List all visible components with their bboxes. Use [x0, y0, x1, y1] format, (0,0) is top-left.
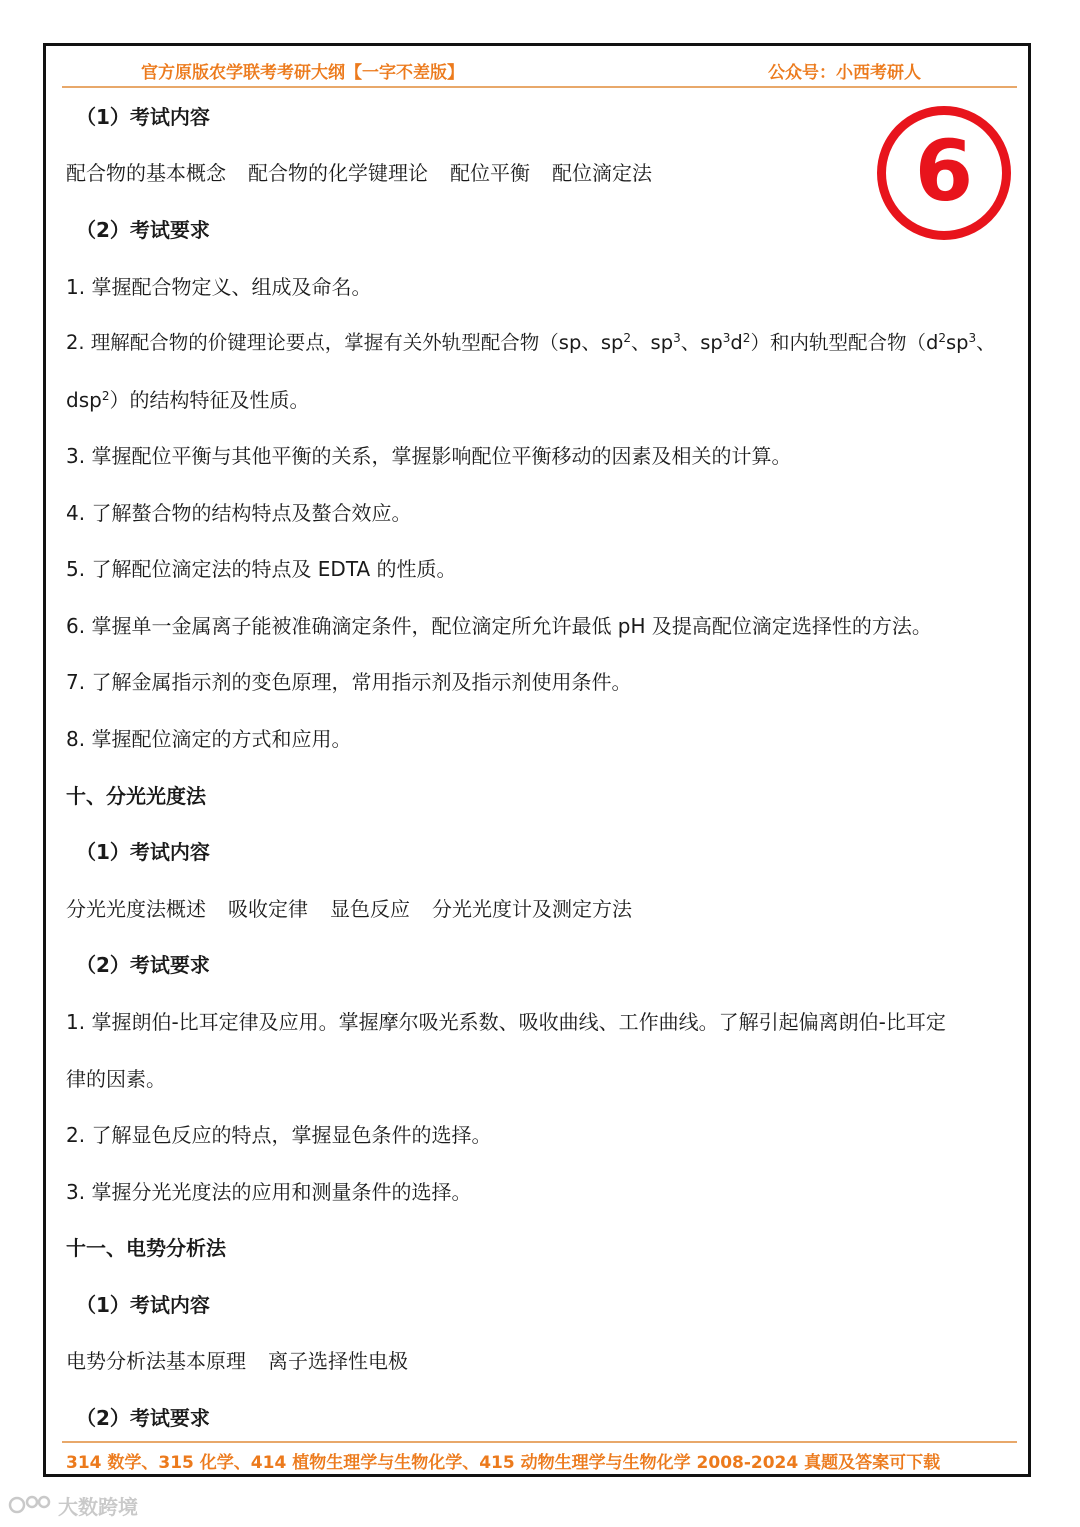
section-heading: （2）考试要求 — [76, 1406, 210, 1430]
badge-number: 6 — [914, 122, 974, 220]
chapter-heading: 十、分光光度法 — [66, 784, 206, 808]
requirement-item: 5. 了解配位滴定法的特点及 EDTA 的性质。 — [66, 557, 457, 581]
footer-note: 314 数学、315 化学、414 植物生理学与生物化学、415 动物生理学与生物化学 2008-2024 真题及答案可下载 — [66, 1453, 941, 1473]
requirement-item-continued: 律的因素。 — [66, 1067, 166, 1091]
header-title: 官方原版农学联考考研大纲【一字不差版】 — [141, 63, 464, 83]
requirement-item: 4. 了解螯合物的结构特点及螯合效应。 — [66, 501, 412, 525]
watermark — [8, 1490, 138, 1520]
section-heading: （1）考试内容 — [76, 105, 210, 129]
content-item: 离子选择性电极 — [268, 1349, 408, 1373]
page-number-badge — [877, 106, 1011, 240]
content-item: 显色反应 — [330, 897, 410, 921]
requirement-item: 3. 掌握配位平衡与其他平衡的关系，掌握影响配位平衡移动的因素及相关的计算。 — [66, 444, 792, 468]
content-item: 配合物的基本概念 — [66, 161, 226, 185]
content-item: 配合物的化学键理论 — [248, 161, 428, 185]
page-header — [62, 54, 1017, 88]
footer-divider — [62, 1441, 1017, 1443]
content-item: 电势分析法基本原理 — [66, 1349, 246, 1373]
chapter-heading: 十一、电势分析法 — [66, 1236, 226, 1260]
content-list — [66, 159, 652, 187]
content-item: 配位滴定法 — [552, 161, 652, 185]
content-list — [66, 1347, 408, 1375]
requirement-item: 1. 掌握朗伯-比耳定律及应用。掌握摩尔吸光系数、吸收曲线、工作曲线。了解引起偏离朗伯-比耳定 — [66, 1010, 946, 1034]
content-item: 吸收定律 — [228, 897, 308, 921]
content-item: 分光光度计及测定方法 — [432, 897, 632, 921]
requirement-item: 2. 了解显色反应的特点，掌握显色条件的选择。 — [66, 1123, 492, 1147]
requirement-item: 3. 掌握分光光度法的应用和测量条件的选择。 — [66, 1180, 472, 1204]
content-item: 配位平衡 — [450, 161, 530, 185]
requirement-item: 1. 掌握配合物定义、组成及命名。 — [66, 275, 372, 299]
content-list — [66, 895, 632, 923]
requirement-item: 7. 了解金属指示剂的变色原理，常用指示剂及指示剂使用条件。 — [66, 670, 632, 694]
section-heading: （2）考试要求 — [76, 953, 210, 977]
requirement-item: 8. 掌握配位滴定的方式和应用。 — [66, 727, 352, 751]
section-heading: （1）考试内容 — [76, 1293, 210, 1317]
section-heading: （1）考试内容 — [76, 840, 210, 864]
content-item: 分光光度法概述 — [66, 897, 206, 921]
requirement-item: 6. 掌握单一金属离子能被准确滴定条件，配位滴定所允许最低 pH 及提高配位滴定选择性的方法。 — [66, 614, 932, 638]
section-heading: （2）考试要求 — [76, 218, 210, 242]
watermark-text: 大数跨境 — [58, 1494, 138, 1519]
header-account: 公众号：小西考研人 — [768, 63, 921, 83]
watermark-logo-icon — [8, 1493, 52, 1517]
requirement-item-continued: dsp$^2$）的结构特征及性质。 — [66, 388, 310, 412]
requirement-item: 2. 理解配合物的价键理论要点，掌握有关外轨型配合物（sp、$sp^2$、$sp^3$、$sp^3d^2$）和内轨型配合物（$d^2sp^3$、 — [66, 331, 996, 354]
